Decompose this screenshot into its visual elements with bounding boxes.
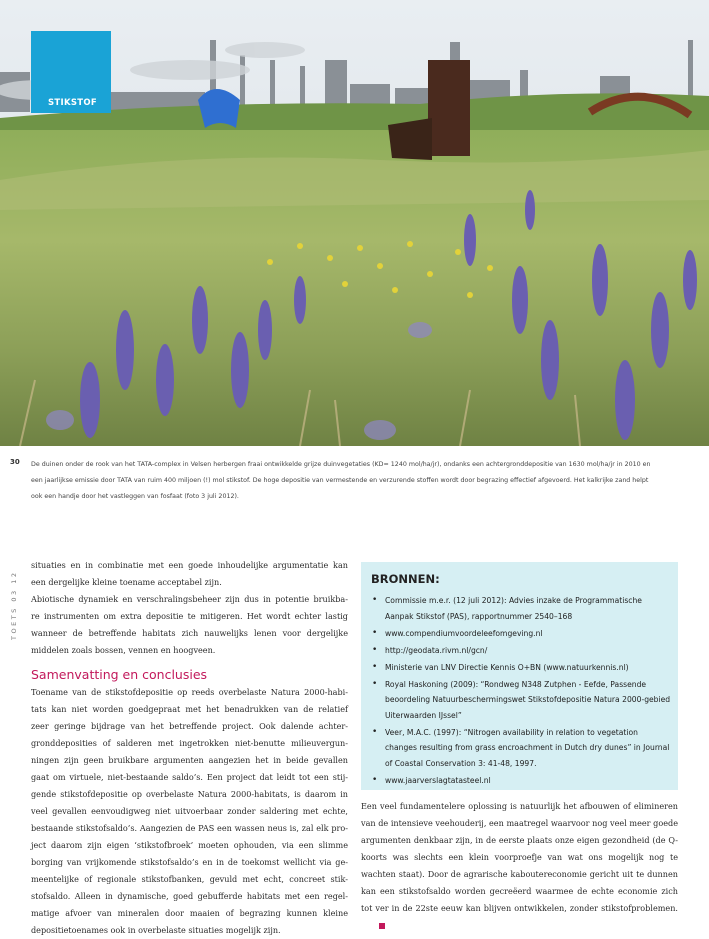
text-line: stofsaldo. Alleen in dynamische, goed gebufferde habitats met een regel- <box>31 891 348 901</box>
text-line: gaat om virtuele, niet-bestaande saldo’s. Een project dat leidt tot een stij- <box>31 772 348 782</box>
sources-title: BRONNEN: <box>371 572 440 586</box>
text-line: een dergelijke kleine toename acceptabel zijn. <box>31 577 222 587</box>
page-number: 30 <box>10 458 20 466</box>
text-line: bestaande stikstofsaldo’s. Aangezien de PAS een wassen neus is, zal elk pro- <box>31 823 348 833</box>
paragraph <box>31 591 348 659</box>
left-column <box>31 557 348 939</box>
text-line: ningen zijn geen bruikbare argumenten aangezien het in beide gevallen <box>31 755 348 765</box>
text-line: zeer geringe bijdrage van het betreffende project. Ook dalende achter- <box>31 721 348 731</box>
paragraph <box>31 557 348 591</box>
text-line: middelen zoals bossen, vennen en hoogveen. <box>31 645 216 655</box>
section-heading: Samenvatting en conclusies <box>31 667 208 682</box>
text-line: gronddeposities of salderen met ingetrokken niet-benutte milieuvergun- <box>31 738 348 748</box>
text-line: Abiotische dynamiek en verschralingsbeheer zijn dus in potentie bruikba- <box>31 594 348 604</box>
paragraph <box>361 798 678 934</box>
running-head: TOETS 03 12 <box>10 570 18 640</box>
paragraph <box>31 684 348 939</box>
text-line: depositietoenames ook in overbelaste situaties mogelijk zijn. <box>31 925 281 935</box>
text-line: ject daarom zijn eigen ‘stikstofbroek’ moeten ophouden, via een slimme <box>31 840 348 850</box>
source-item: • Veer, M.A.C. (1997): “Nitrogen availability in relation to vegetation changes resulting from grass encroachment in Dutch dry dunes” in Journal of Coastal Conservation 3: 41-48, 1997. <box>371 725 671 772</box>
source-item: • Ministerie van LNV Directie Kennis O+BN (www.natuurkennis.nl) <box>371 660 671 676</box>
caption-line: ook een handje door het vastleggen van fosfaat (foto 3 juli 2012). <box>31 493 239 500</box>
text-line: re instrumenten om extra depositie te mitigeren. Het wordt echter lastig <box>31 611 348 621</box>
text-line: gende stikstofdepositie op overbelaste Natura 2000-habitats, is daarom in <box>31 789 348 799</box>
paragraph-text: Een veel fundamentelere oplossing is natuurlijk het afbouwen of elimineren van de intensieve veehouderij, een maatregel waarvoor nog veel meer goede argumenten denkbaar zijn, in de eerste plaats onze eigen gezondheid (de Q-koorts was slechts een klein voorproefje van wat ons mogelijk nog te wachten staat). Door de agrarische kaboutereconomie gericht uit te dunnen kan een stikstofsaldo worden gecreëerd waarmee de echte economie zich tot ver in de 22ste eeuw kan blijven ontwikkelen, zonder stikstofproblemen. <box>361 801 678 913</box>
caption-line: De duinen onder de rook van het TATA-complex in Velsen herbergen fraai ontwikkelde grijze duinvegetaties (KD= 1240 mol/ha/jr), ondanks een achtergronddepositie van 1630 mol/ha/jr in 2010 en <box>31 461 651 468</box>
text-line: borging van vrijkomende stikstofsaldo’s en in de toekomst wellicht via ge- <box>31 857 348 867</box>
text-line: matige afvoer van mineralen door maaien of begrazing kunnen kleine <box>31 908 348 918</box>
source-item: • Royal Haskoning (2009): “Rondweg N348 Zutphen - Eefde, Passende beoordeling Natuurbeschermingswet Stikstofdepositie Natura 2000-gebied Uiterwaarden IJssel” <box>371 677 671 724</box>
caption-line: een jaarlijkse emissie door TATA van ruim 400 miljoen (!) mol stikstof. De hoge depositie van vermestende en verzurende stoffen wordt door begrazing effectief afgevoerd. Het kalkrijke zand helpt <box>31 477 649 484</box>
source-item: • www.jaarverslagtatasteel.nl <box>371 773 671 789</box>
end-mark-icon <box>379 923 385 929</box>
photo-caption <box>31 457 671 505</box>
source-item: • www.compendiumvoordeleefomgeving.nl <box>371 626 671 642</box>
text-line: veel gevallen eenvoudigweg niet uitvoerbaar zonder saldering met echte, <box>31 806 348 816</box>
text-line: situaties en in combinatie met een goede inhoudelijke argumentatie kan <box>31 560 348 570</box>
section-tag-label: STIKSTOF <box>48 98 98 108</box>
right-column <box>361 798 678 934</box>
text-line: meentelijke of regionale stikstofbanken, gevuld met echt, concreet stik- <box>31 874 348 884</box>
text-line: Toename van de stikstofdepositie op reeds overbelaste Natura 2000-habi- <box>31 687 348 697</box>
text-line: tats kan niet worden goedgepraat met het benadrukken van de relatief <box>31 704 348 714</box>
text-line: wanneer de betreffende habitats zich nauwelijks lenen voor dergelijke <box>31 628 348 638</box>
source-item: • http://geodata.rivm.nl/gcn/ <box>371 643 671 659</box>
source-item: • Commissie m.e.r. (12 juli 2012): Advies inzake de Programmatische Aanpak Stikstof (PAS), rapportnummer 2540–168 <box>371 593 671 624</box>
sources-list <box>371 593 671 790</box>
section-tag <box>31 31 111 113</box>
sources-box <box>361 562 678 790</box>
